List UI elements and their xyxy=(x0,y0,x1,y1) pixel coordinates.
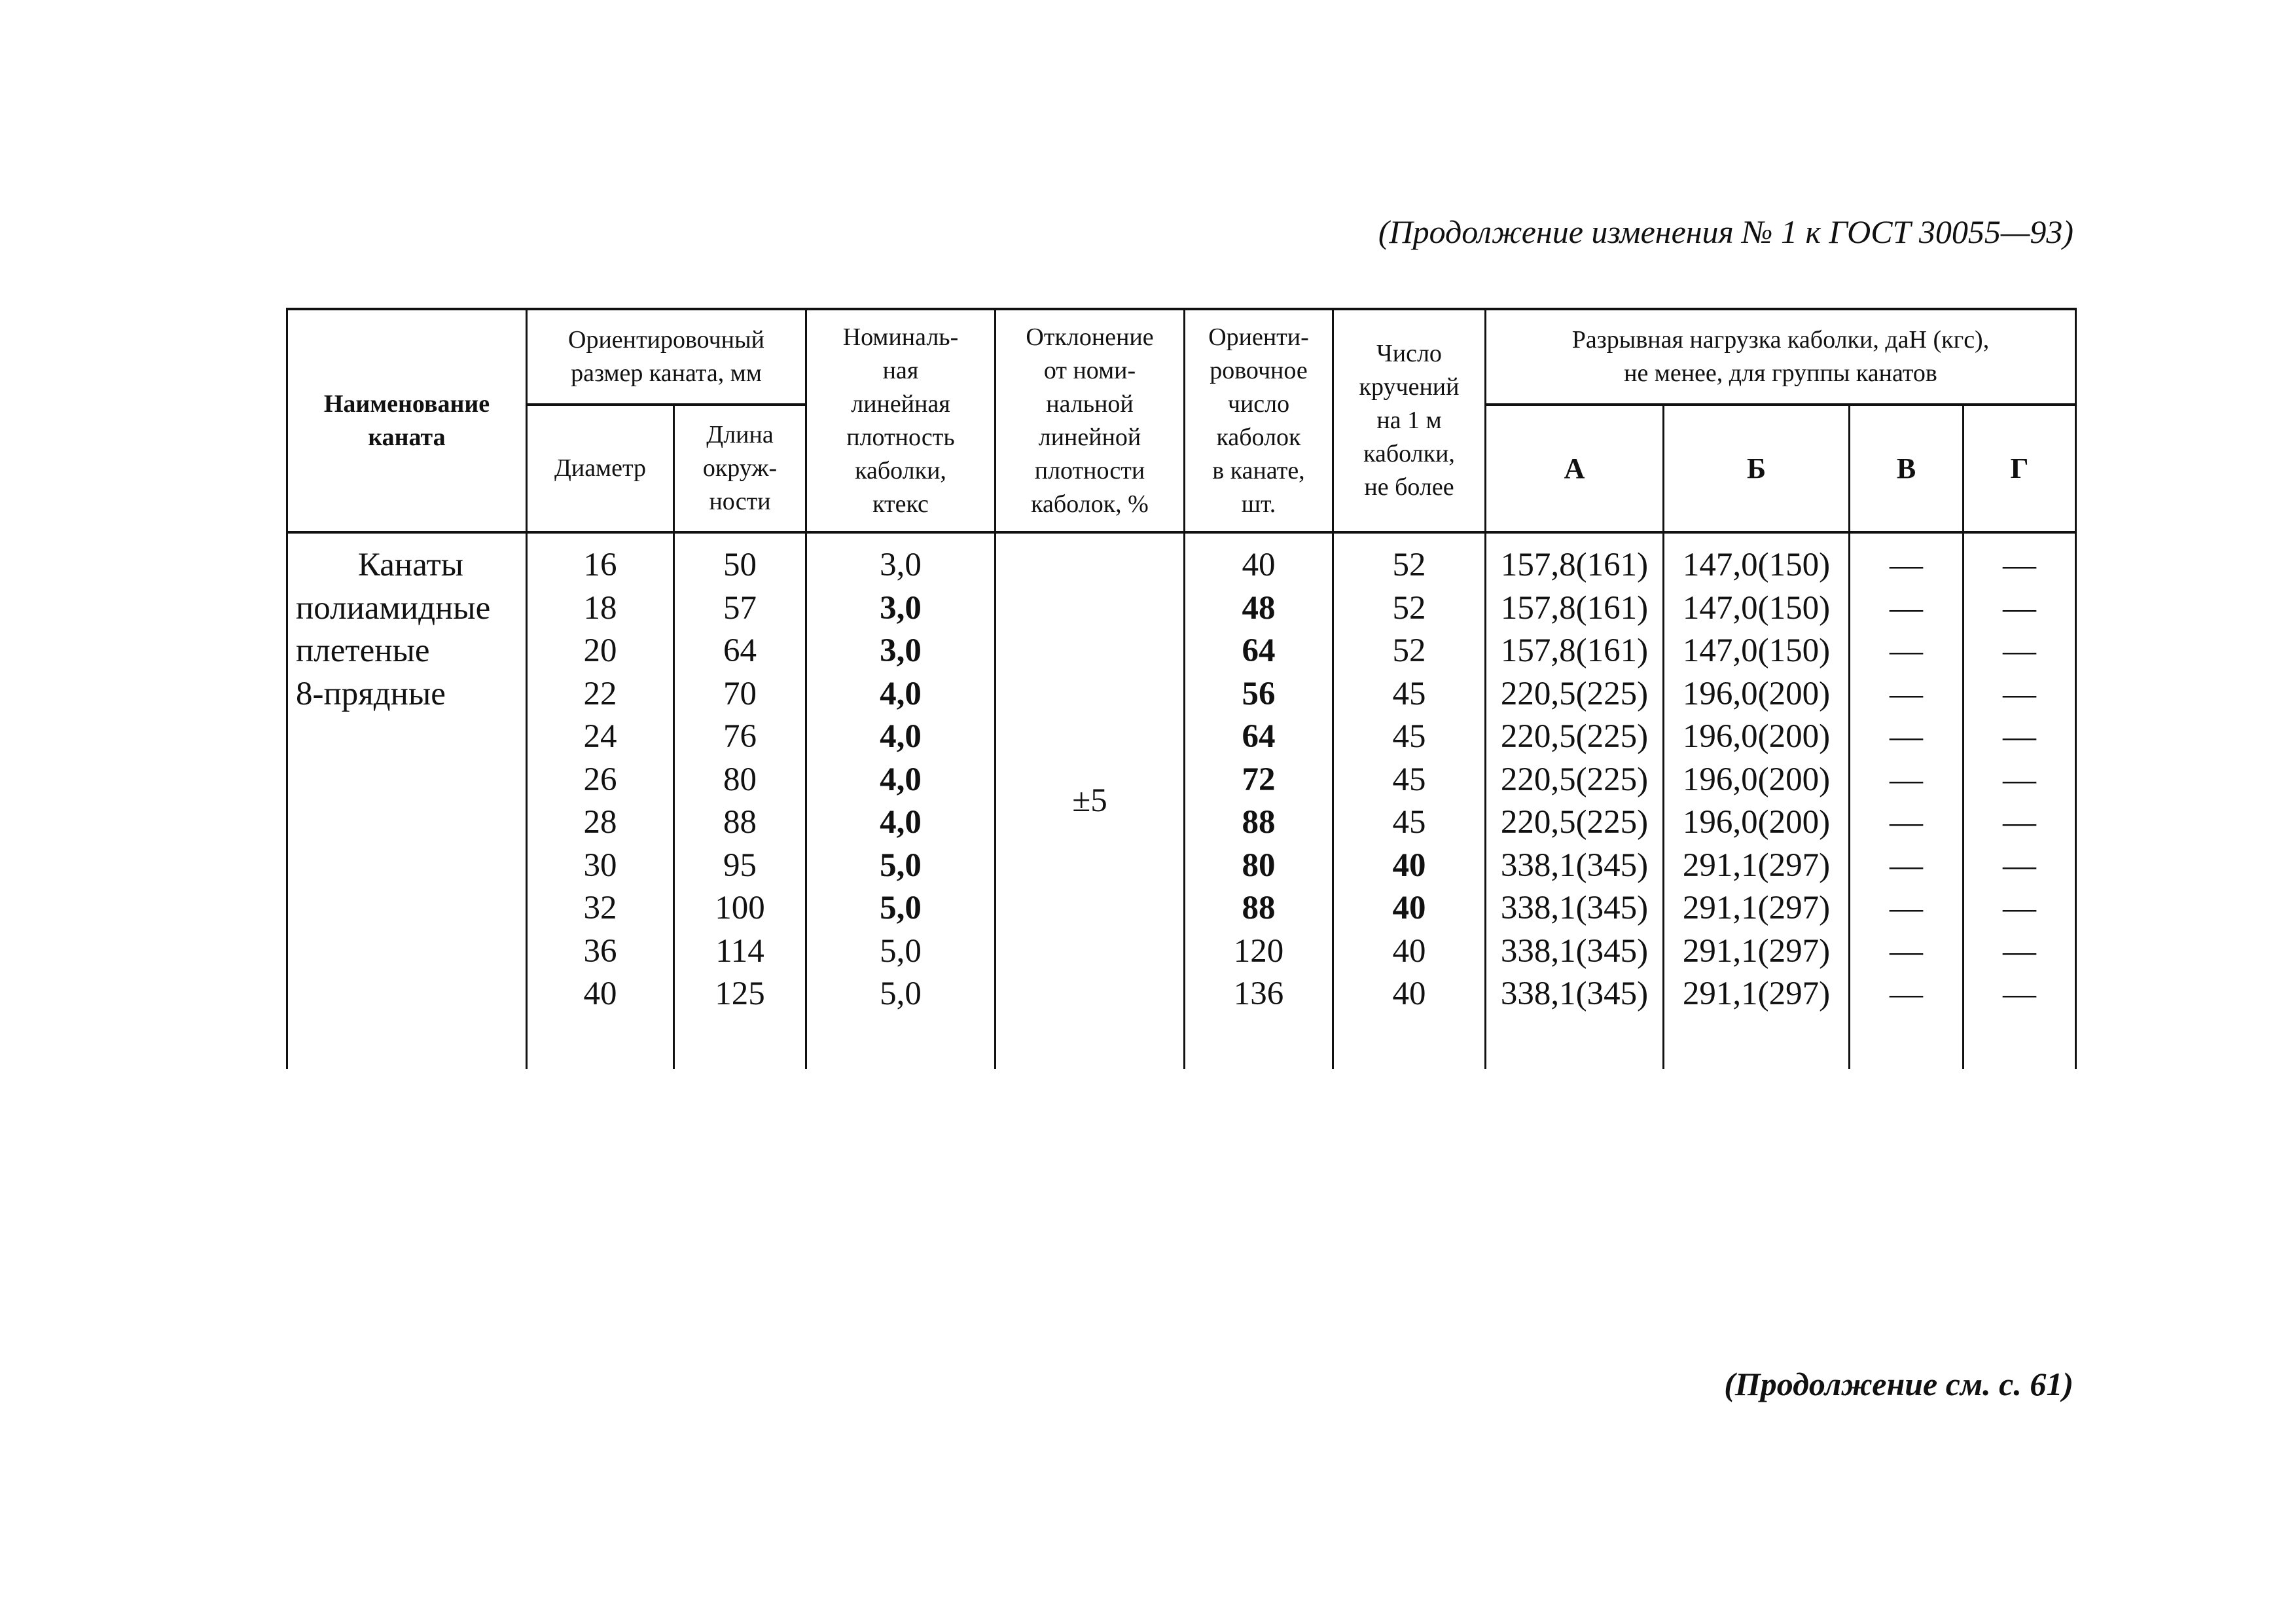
page-footer-note: (Продолжение см. с. 61) xyxy=(1724,1366,2073,1402)
cell-cnt-9: 120 xyxy=(1233,932,1284,970)
cell-tw-3: 45 xyxy=(1392,675,1426,712)
header-diameter: Диаметр xyxy=(527,405,674,532)
header-twists-line: кручений xyxy=(1359,373,1460,401)
cell-c-2: 64 xyxy=(723,632,757,669)
cell-b-3: 196,0(200) xyxy=(1682,675,1831,712)
header-twists xyxy=(1333,309,1486,532)
cell-c-5: 80 xyxy=(723,761,757,798)
cell-a-9: 338,1(345) xyxy=(1500,932,1649,970)
cell-b-7: 291,1(297) xyxy=(1682,847,1831,884)
cell-v-1: — xyxy=(1890,589,1923,627)
rope-name-cell-line: плетеные xyxy=(296,632,430,669)
header-deviation-line: каболок, % xyxy=(1031,490,1149,518)
cell-a-8: 338,1(345) xyxy=(1500,890,1649,926)
header-rope-name-line: Наименование xyxy=(323,390,490,418)
cell-dens-0: 3,0 xyxy=(880,547,922,583)
cell-a-4: 220,5(225) xyxy=(1500,718,1649,755)
cell-c-0: 50 xyxy=(723,547,757,583)
cell-b-8: 291,1(297) xyxy=(1682,890,1831,926)
header-group-g: Г xyxy=(1964,405,2076,532)
cell-a-10: 338,1(345) xyxy=(1500,976,1649,1012)
header-rope-name xyxy=(287,309,527,532)
header-yarn-count-line: число xyxy=(1227,390,1290,418)
cell-v-7: — xyxy=(1890,847,1923,884)
cell-v-8: — xyxy=(1890,890,1923,926)
header-size-group-line: Ориентировочный xyxy=(568,326,764,354)
cell-dens-9: 5,0 xyxy=(880,932,922,970)
cell-tw-5: 45 xyxy=(1392,761,1426,798)
cell-cnt-8: 88 xyxy=(1242,890,1276,926)
cell-b-4: 196,0(200) xyxy=(1682,718,1831,755)
cell-a-3: 220,5(225) xyxy=(1500,675,1649,712)
rope-name-cell-line: полиамидные xyxy=(296,589,491,627)
header-linear-density xyxy=(806,309,996,532)
cell-dens-3: 4,0 xyxy=(880,675,922,712)
header-twists-line: Число xyxy=(1376,340,1442,367)
header-deviation-line: Отклонение xyxy=(1026,323,1154,351)
rope-name-cell xyxy=(287,532,527,1069)
header-deviation xyxy=(996,309,1185,532)
cell-g-10: — xyxy=(2003,976,2036,1012)
cell-c-9: 114 xyxy=(715,932,764,970)
header-group-a: А xyxy=(1486,405,1664,532)
cell-dens-7: 5,0 xyxy=(880,847,922,884)
cell-dens-5: 4,0 xyxy=(880,761,922,798)
cell-cnt-6: 88 xyxy=(1242,804,1276,841)
cell-g-2: — xyxy=(2003,632,2036,669)
cell-g-8: — xyxy=(2003,890,2036,926)
yarn-count-column xyxy=(1185,532,1333,1069)
cell-tw-10: 40 xyxy=(1392,976,1426,1012)
cell-tw-6: 45 xyxy=(1392,804,1426,841)
cell-b-5: 196,0(200) xyxy=(1682,761,1831,798)
header-twists-line: на 1 м xyxy=(1376,407,1442,434)
cell-d-0: 16 xyxy=(583,547,617,583)
cell-v-2: — xyxy=(1890,632,1923,669)
cell-dens-2: 3,0 xyxy=(880,632,922,669)
diameter-column xyxy=(527,532,674,1069)
header-circumference-line: окруж- xyxy=(702,454,778,482)
cell-d-10: 40 xyxy=(583,976,617,1012)
load-group-v-column xyxy=(1850,532,1964,1069)
cell-cnt-2: 64 xyxy=(1242,632,1276,669)
header-linear-density-line: ная xyxy=(882,356,919,384)
header-deviation-line: нальной xyxy=(1046,390,1134,418)
header-linear-density-line: линейная xyxy=(851,390,950,418)
cell-b-6: 196,0(200) xyxy=(1682,804,1831,841)
cell-a-0: 157,8(161) xyxy=(1500,547,1649,583)
header-yarn-count-line: в канате, xyxy=(1212,456,1305,484)
cell-d-3: 22 xyxy=(583,675,617,712)
cell-tw-9: 40 xyxy=(1392,932,1426,970)
cell-cnt-1: 48 xyxy=(1242,589,1276,627)
rope-specification-table xyxy=(286,308,2077,1069)
header-deviation-line: линейной xyxy=(1038,423,1141,451)
header-deviation-line: плотности xyxy=(1034,456,1145,484)
cell-cnt-3: 56 xyxy=(1242,675,1276,712)
cell-d-6: 28 xyxy=(583,804,617,841)
cell-g-1: — xyxy=(2003,589,2036,627)
cell-tw-4: 45 xyxy=(1392,718,1426,755)
cell-v-3: — xyxy=(1890,675,1923,712)
cell-g-7: — xyxy=(2003,847,2036,884)
header-circumference-line: ности xyxy=(709,488,771,515)
header-linear-density-line: плотность xyxy=(846,423,955,451)
cell-d-4: 24 xyxy=(583,718,617,755)
header-group-b: Б xyxy=(1664,405,1850,532)
cell-a-2: 157,8(161) xyxy=(1500,632,1649,669)
cell-a-7: 338,1(345) xyxy=(1500,847,1649,884)
header-size-group-line: размер каната, мм xyxy=(571,359,762,387)
cell-dens-10: 5,0 xyxy=(880,976,922,1012)
cell-cnt-4: 64 xyxy=(1242,718,1276,755)
linear-density-column xyxy=(806,532,996,1069)
header-circumference-line: Длина xyxy=(706,421,774,448)
header-circumference xyxy=(674,405,806,532)
cell-c-6: 88 xyxy=(723,804,757,841)
load-group-a-column xyxy=(1486,532,1664,1069)
header-yarn-count-line: каболок xyxy=(1216,423,1301,451)
cell-d-2: 20 xyxy=(583,632,617,669)
cell-b-0: 147,0(150) xyxy=(1682,547,1831,583)
cell-tw-8: 40 xyxy=(1392,890,1426,926)
table-body xyxy=(287,532,2076,1069)
cell-v-5: — xyxy=(1890,761,1923,798)
cell-g-6: — xyxy=(2003,804,2036,841)
header-breaking-load-group-line: Разрывная нагрузка каболки, даН (кгс), xyxy=(1571,326,1990,354)
cell-tw-7: 40 xyxy=(1392,847,1426,884)
cell-v-10: — xyxy=(1890,976,1923,1012)
cell-v-6: — xyxy=(1890,804,1923,841)
header-deviation-line: от номи- xyxy=(1043,356,1136,384)
cell-a-5: 220,5(225) xyxy=(1500,761,1649,798)
header-breaking-load-group-line: не менее, для группы канатов xyxy=(1624,359,1937,387)
cell-b-2: 147,0(150) xyxy=(1682,632,1831,669)
cell-c-1: 57 xyxy=(723,589,757,627)
header-rope-name-line: каната xyxy=(368,423,446,451)
cell-cnt-5: 72 xyxy=(1242,761,1276,798)
cell-d-1: 18 xyxy=(583,589,617,627)
cell-tw-2: 52 xyxy=(1392,632,1426,669)
header-twists-line: не более xyxy=(1364,473,1454,501)
cell-c-3: 70 xyxy=(723,675,757,712)
cell-a-6: 220,5(225) xyxy=(1500,804,1649,841)
circumference-column xyxy=(674,532,806,1069)
header-size-group xyxy=(527,309,806,405)
cell-dens-8: 5,0 xyxy=(880,890,922,926)
cell-d-5: 26 xyxy=(583,761,617,798)
rope-name-cell-line: 8-прядные xyxy=(296,675,446,712)
header-twists-line: каболки, xyxy=(1363,440,1455,467)
cell-v-4: — xyxy=(1890,718,1923,755)
cell-tw-0: 52 xyxy=(1392,547,1426,583)
header-linear-density-line: ктекс xyxy=(872,490,929,518)
cell-d-8: 32 xyxy=(583,890,617,926)
header-group-v: В xyxy=(1850,405,1964,532)
cell-cnt-10: 136 xyxy=(1233,976,1284,1012)
cell-b-1: 147,0(150) xyxy=(1682,589,1831,627)
cell-g-3: — xyxy=(2003,675,2036,712)
cell-cnt-7: 80 xyxy=(1242,847,1276,884)
header-yarn-count-line: шт. xyxy=(1241,490,1276,518)
cell-c-8: 100 xyxy=(715,890,765,926)
cell-cnt-0: 40 xyxy=(1242,547,1276,583)
rope-name-cell-line: Канаты xyxy=(357,547,464,583)
cell-d-7: 30 xyxy=(583,847,617,884)
load-group-g-column xyxy=(1964,532,2076,1069)
twists-column xyxy=(1333,532,1486,1069)
cell-g-9: — xyxy=(2003,932,2036,970)
header-yarn-count-line: ровочное xyxy=(1210,356,1308,384)
cell-c-4: 76 xyxy=(723,718,757,755)
header-linear-density-line: каболки, xyxy=(855,456,946,484)
table-header xyxy=(287,309,2076,532)
cell-v-9: — xyxy=(1890,932,1923,970)
cell-g-4: — xyxy=(2003,718,2036,755)
cell-b-9: 291,1(297) xyxy=(1682,932,1831,970)
cell-d-9: 36 xyxy=(583,932,617,970)
page-header-note: (Продолжение изменения № 1 к ГОСТ 30055—93) xyxy=(1378,213,2073,250)
cell-tw-1: 52 xyxy=(1392,589,1426,627)
header-yarn-count xyxy=(1185,309,1333,532)
header-breaking-load-group xyxy=(1486,309,2076,405)
header-linear-density-line: Номиналь- xyxy=(842,323,959,351)
cell-b-10: 291,1(297) xyxy=(1682,976,1831,1012)
deviation-cell: ±5 xyxy=(996,532,1185,1069)
cell-g-5: — xyxy=(2003,761,2036,798)
cell-dens-4: 4,0 xyxy=(880,718,922,755)
cell-c-7: 95 xyxy=(723,847,757,884)
cell-dens-1: 3,0 xyxy=(880,589,922,627)
cell-v-0: — xyxy=(1890,547,1923,583)
cell-c-10: 125 xyxy=(715,976,765,1012)
load-group-b-column xyxy=(1664,532,1850,1069)
cell-dens-6: 4,0 xyxy=(880,804,922,841)
cell-g-0: — xyxy=(2003,547,2036,583)
cell-a-1: 157,8(161) xyxy=(1500,589,1649,627)
header-yarn-count-line: Ориенти- xyxy=(1208,323,1309,351)
